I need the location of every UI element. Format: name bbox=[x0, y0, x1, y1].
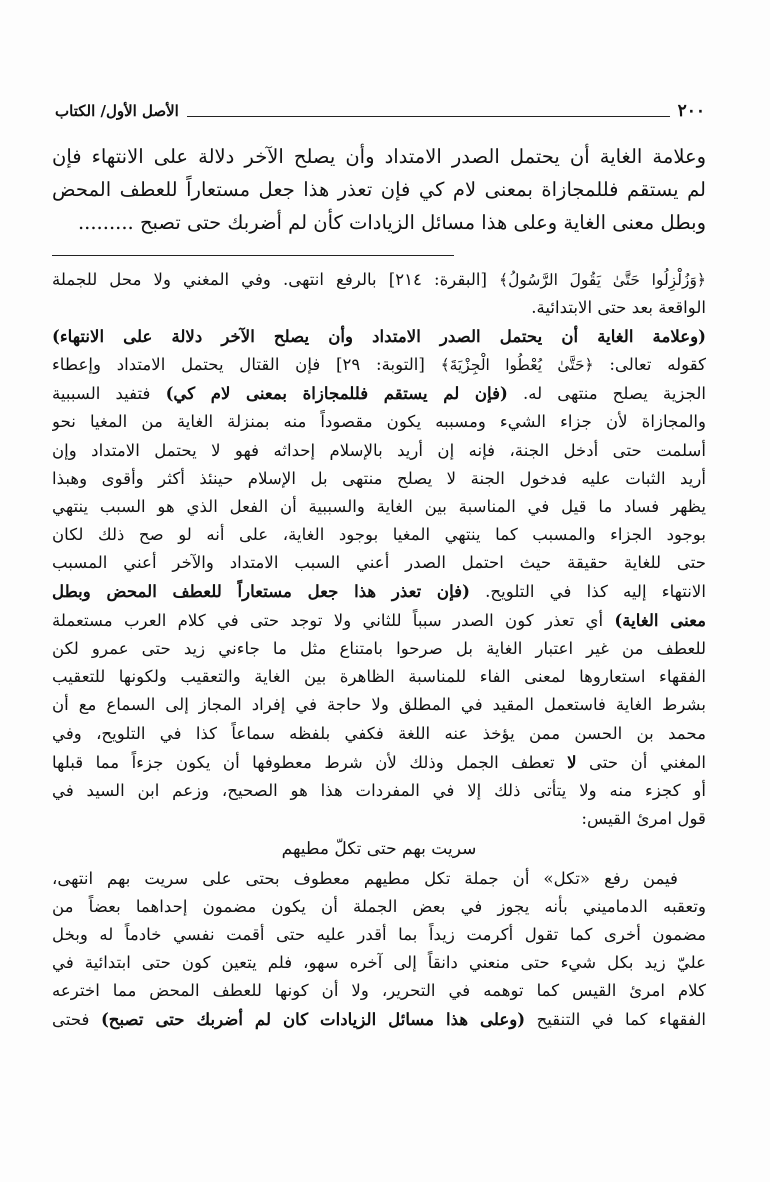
sharh-line bbox=[52, 865, 706, 893]
matn-citation: (فإن تعذر هذا جعل مستعاراً للعطف المحض وبطل bbox=[52, 581, 470, 602]
sharh-text: بشرط الغاية فاستعمل المقيد في المطلق ولا حاجة في إفراد المجاز إلى السماع مع أن bbox=[52, 695, 706, 715]
sharh-text: الفقهاء استعاروها لمعنى الفاء للمناسبة الظاهرة بين الغاية والتعقيب ولكونها للتعقيب bbox=[52, 667, 706, 687]
sharh-text: يظهر فساد ما قيل في المناسبة بين الغاية والسببية أن الفعل الذي هو السبب ينتهي bbox=[52, 496, 706, 516]
sharh-line bbox=[52, 351, 706, 379]
sharh-text: أو كجزء منه ولا يتأتى ذلك إلا في المفردات هذا هو الصحيح، وزعم ابن السيد في bbox=[52, 780, 706, 800]
matn-line: وبطل معنى الغاية وعلى هذا مسائل الزيادات كأن لم أضربك حتى تصبح ......... bbox=[77, 211, 706, 234]
sharh-text: والمجازاة لأن جزاء الشيء ومسببه يكون مقصوداً منه بمنزلة الغاية من المغيا نحو bbox=[52, 412, 706, 432]
sharh-text: للعطف من غير اعتبار الغاية بل صرحوا بامتناع مثل ما جاءني زيد حتى عمرو لكن bbox=[52, 639, 706, 659]
sharh-text: فيمن رفع «تكل» أن جملة تكل مطيهم معطوف بحتى على سريت بهم انتهى، bbox=[52, 868, 678, 888]
sharh-line bbox=[52, 921, 706, 949]
matn-citation: لا bbox=[567, 751, 577, 772]
matn-line: لم يستقم فللمجازاة بمعنى لام كي فإن تعذر هذا جعل مستعاراً للعطف المحض bbox=[52, 178, 706, 201]
sharh-text: كقوله تعالى: bbox=[593, 355, 706, 375]
sharh-line bbox=[52, 549, 706, 577]
matn-citation: معنى الغاية) bbox=[614, 610, 706, 631]
sharh-line bbox=[52, 437, 706, 465]
matn-citation: (فإن لم يستقم فللمجازاة بمعنى لام كي) bbox=[165, 383, 508, 404]
sharh-text: مضمون أخرى كما تقول أكرمت زيداً بما أقدر عليه حتى أقمت نفسي خادماً له وبخل bbox=[52, 925, 706, 945]
sharh-text: بوجود الجزاء والمسبب كما ينتهي المغيا بوجود الغاية، على أنه لو صح ذلك لكان bbox=[52, 524, 706, 544]
quran-quote: ﴿وَزُلْزِلُوا حَتَّىٰ يَقُولَ الرَّسُولُ﴾ bbox=[499, 271, 706, 289]
matn-text bbox=[52, 140, 706, 239]
sharh-line bbox=[52, 493, 706, 521]
sharh-line bbox=[52, 663, 706, 691]
sharh-text: قول امرئ القيس: bbox=[581, 808, 706, 828]
sharh-line bbox=[52, 635, 706, 663]
verse-text: سريت بهم حتى تكلّ مطيهم bbox=[281, 838, 477, 859]
sharh-line bbox=[52, 379, 706, 408]
chapter-title: الأصل الأول/ الكتاب bbox=[55, 102, 179, 120]
sharh-text: فتفيد السببية bbox=[52, 384, 166, 404]
sharh-line bbox=[52, 893, 706, 921]
sharh-line bbox=[52, 977, 706, 1005]
running-header bbox=[55, 96, 705, 122]
sharh-text: [التوبة: ٢٩] فإن القتال يحتمل الامتداد وإعطاء bbox=[52, 355, 441, 375]
sharh-text: فحتى bbox=[52, 1010, 101, 1030]
sharh-line bbox=[52, 266, 706, 294]
sharh-text: أريد الثبات عليه فدخول الجنة لا يصلح منتهى بل الإسلام حينئذ أكثر وأقوى وهبذا bbox=[52, 468, 706, 488]
header-rule bbox=[187, 116, 670, 117]
sharh-text: تعطف الجمل وذلك لأن شرط معطوفها أن يكون جزءاً مما قبلها bbox=[52, 752, 568, 772]
sharh-line bbox=[52, 521, 706, 549]
sharh-line bbox=[52, 322, 706, 351]
sharh-line bbox=[52, 606, 706, 635]
sharh-text: محمد بن الحسن ممن يؤخذ عنه اللغة فكفي بلفظه سماعاً كذا في التلويح، وفي bbox=[52, 723, 706, 743]
matn-citation: (وعلى هذا مسائل الزيادات كان لم أضربك حتى تصبح) bbox=[100, 1009, 526, 1030]
matn-sharh-separator bbox=[52, 255, 454, 256]
sharh-line bbox=[52, 465, 706, 493]
sharh-text: عليّ زيد بكل شيء حتى منعني دانقاً إلى آخره سهو، فلم يتعين كون حتى ابتدائية في bbox=[52, 953, 706, 973]
sharh-text: كلام امرئ القيس كما توهمه في التحرير، ولا أن كونها للعطف المحض مما اخترعه bbox=[52, 981, 706, 1001]
sharh-line bbox=[52, 691, 706, 719]
sharh-line bbox=[52, 748, 706, 777]
matn-citation: (وعلامة الغاية أن يحتمل الصدر الامتداد وأن يصلح الآخر دلالة على الانتهاء) bbox=[52, 326, 706, 347]
matn-line: وعلامة الغاية أن يحتمل الصدر الامتداد وأن يصلح الآخر دلالة على الانتهاء فإن bbox=[52, 145, 706, 168]
sharh-text: [البقرة: ٢١٤] بالرفع انتهى. وفي المغني ولا محل للجملة bbox=[52, 270, 500, 289]
sharh-line bbox=[52, 1005, 706, 1034]
sharh-text: أسلمت حتى أدخل الجنة، فإنه إن أريد بالإسلام إحداثه فهو لا يحتمل الامتداد وإن bbox=[52, 440, 706, 460]
sharh-text: الجزية يصلح منتهى له. bbox=[507, 384, 706, 404]
sharh-text: الانتهاء إليه كذا في التلويح. bbox=[469, 582, 706, 602]
sharh-text: الفقهاء كما في التنقيح bbox=[525, 1010, 706, 1030]
sharh-text: المغني أن حتى bbox=[576, 752, 706, 772]
sharh-line bbox=[52, 805, 706, 833]
sharh-line bbox=[52, 949, 706, 977]
sharh-line bbox=[52, 577, 706, 606]
sharh-line bbox=[52, 294, 706, 322]
sharh-text: وتعقبه الدماميني بأنه يجوز في بعض الجملة أن يكون مضمون إحداهما بعضاً من bbox=[52, 897, 706, 917]
sharh-commentary bbox=[52, 266, 706, 1035]
poetry-verse bbox=[52, 835, 706, 863]
sharh-line bbox=[52, 720, 706, 748]
sharh-text: أي تعذر كون الصدر سبباً للثاني ولا توجد حتى في كلام العرب مستعملة bbox=[52, 611, 615, 631]
sharh-line bbox=[52, 777, 706, 805]
sharh-text: الواقعة بعد حتى الابتدائية. bbox=[531, 298, 706, 318]
quran-quote: ﴿حَتَّىٰ يُعْطُوا الْجِزْيَةَ﴾ bbox=[440, 356, 594, 375]
page-number: ٢٠٠ bbox=[677, 101, 705, 121]
sharh-text: حتى للغاية حقيقة حيث احتمل الصدر أعني السبب الامتداد والآخر أعني المسبب bbox=[52, 552, 706, 572]
sharh-line bbox=[52, 408, 706, 436]
